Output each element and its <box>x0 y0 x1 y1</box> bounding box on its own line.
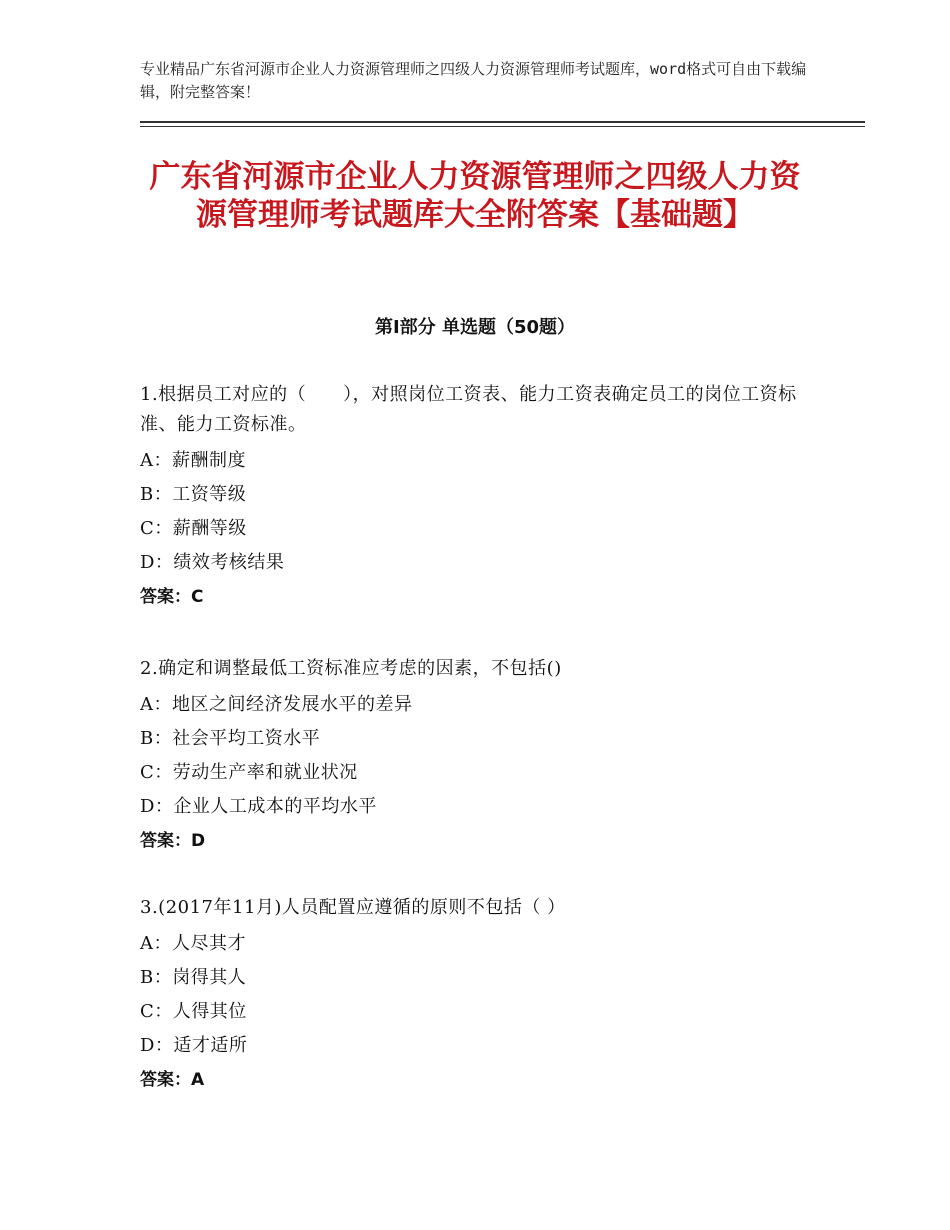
option-a: A：薪酬制度 <box>140 450 246 471</box>
option-b: B：社会平均工资水平 <box>140 728 321 749</box>
option-c: C：人得其位 <box>140 1001 247 1022</box>
option-c: C：劳动生产率和就业状况 <box>140 762 358 783</box>
question-1 <box>140 380 820 614</box>
option-d: D：企业人工成本的平均水平 <box>140 796 377 817</box>
question-2 <box>140 654 820 858</box>
option-b: B：岗得其人 <box>140 967 247 988</box>
answer-label: 答案：A <box>140 1070 205 1090</box>
header-divider-thick <box>140 121 865 123</box>
option-a: A：人尽其才 <box>140 933 246 954</box>
header-divider-thin <box>140 126 865 127</box>
header-note: 专业精品广东省河源市企业人力资源管理师之四级人力资源管理师考试题库，word格式可自由下载编辑，附完整答案！ <box>140 60 807 101</box>
answer-label: 答案：D <box>140 831 206 851</box>
option-d: D：绩效考核结果 <box>140 552 285 573</box>
question-3 <box>140 893 820 1097</box>
answer-label: 答案：C <box>140 587 204 607</box>
option-a: A：地区之间经济发展水平的差异 <box>140 694 413 715</box>
option-b: B：工资等级 <box>140 484 247 505</box>
question-stem: 3.(2017年11月)人员配置应遵循的原则不包括（ ） <box>140 897 566 918</box>
option-c: C：薪酬等级 <box>140 518 247 539</box>
option-d: D：适才适所 <box>140 1035 248 1056</box>
question-stem: 2.确定和调整最低工资标准应考虑的因素，不包括() <box>140 658 562 679</box>
question-stem: 1.根据员工对应的（ ），对照岗位工资表、能力工资表确定员工的岗位工资标准、能力工资标准。 <box>140 384 797 435</box>
section-heading: 第Ⅰ部分 单选题（50题） <box>374 317 575 338</box>
document-title: 广东省河源市企业人力资源管理师之四级人力资源管理师考试题库大全附答案【基础题】 <box>149 159 801 233</box>
